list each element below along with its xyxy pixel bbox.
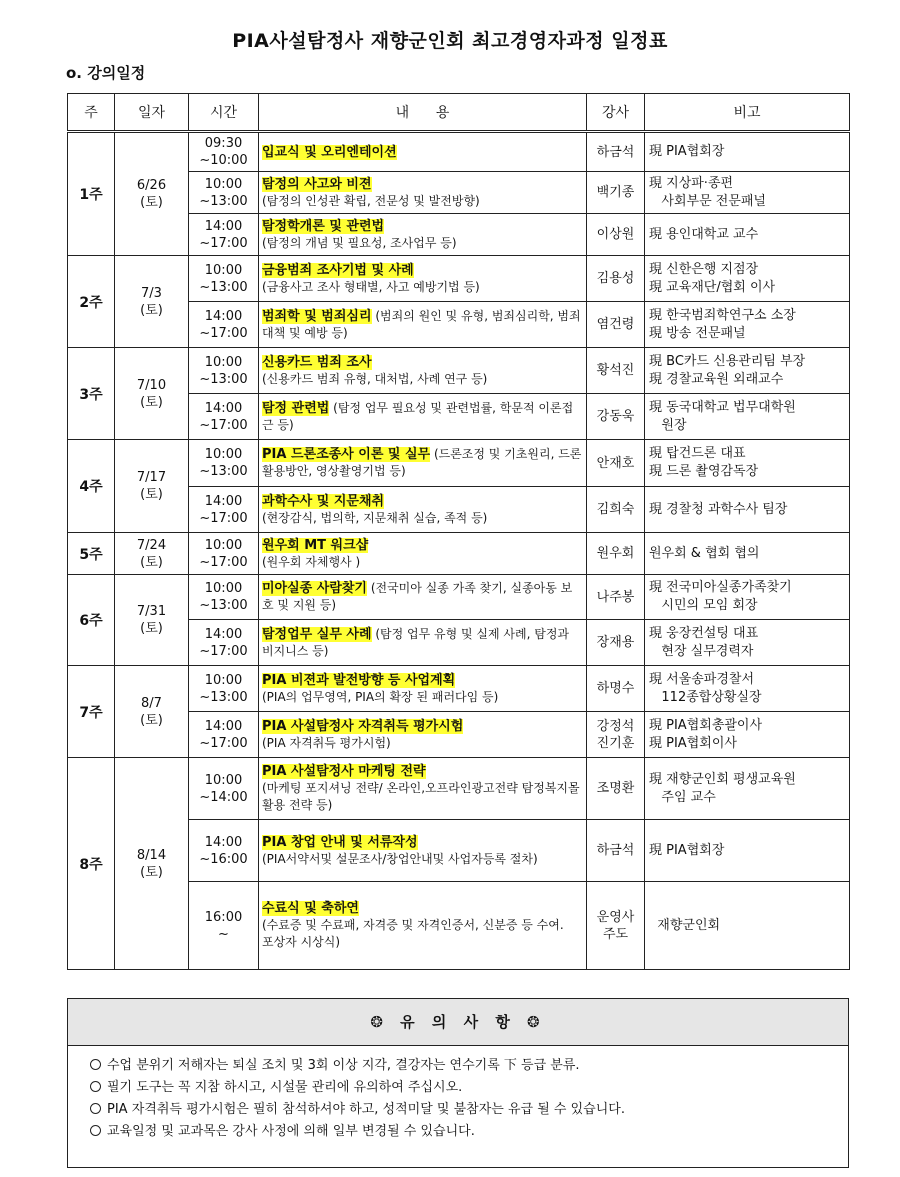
notice-text: 필기 도구는 꼭 지참 하시고, 시설물 관리에 유의하여 주십시오. bbox=[107, 1080, 463, 1095]
date-cell bbox=[115, 666, 189, 758]
notice-item bbox=[90, 1121, 848, 1143]
lecturer-line: 진기훈 bbox=[596, 735, 635, 751]
header-date: 일자 bbox=[115, 94, 189, 132]
course-title: 미아실종 사람찾기 bbox=[262, 581, 367, 596]
header-lecturer: 강사 bbox=[587, 94, 645, 132]
course-title: 수료식 및 축하연 bbox=[262, 901, 359, 916]
time-line: 14:00 bbox=[204, 493, 243, 509]
lecturer-cell bbox=[587, 132, 645, 172]
time-line: 10:00 bbox=[204, 581, 243, 596]
course-title: PIA 사설탐정사 마케팅 전략 bbox=[262, 764, 426, 779]
course-title: 탐정업무 실무 사례 bbox=[262, 626, 372, 642]
course-title: PIA 사설탐정사 자격취득 평가시험 bbox=[262, 718, 464, 734]
time-line: 14:00 bbox=[204, 400, 243, 416]
note-line: 원장 bbox=[649, 417, 687, 433]
schedule-table bbox=[67, 93, 850, 970]
date-line: 7/31 bbox=[136, 604, 167, 619]
note-line: 現 서울송파경찰서 bbox=[649, 671, 755, 687]
lecturer-cell bbox=[587, 820, 645, 882]
time-line: ~17:00 bbox=[199, 735, 248, 751]
date-cell bbox=[115, 575, 189, 666]
lecturer-line: 하금석 bbox=[596, 144, 635, 160]
time-line: ~17:00 bbox=[199, 235, 248, 251]
table-row bbox=[68, 666, 850, 712]
note-cell bbox=[645, 820, 850, 882]
time-line: ~13:00 bbox=[199, 689, 248, 705]
date-line: 7/3 bbox=[141, 285, 162, 301]
course-title: 범죄학 및 범죄심리 bbox=[262, 308, 372, 324]
week-cell: 2주 bbox=[68, 256, 115, 348]
time-cell bbox=[189, 712, 259, 758]
course-desc: (PIA서약서및 설문조사/창업안내및 사업자등록 절차) bbox=[262, 851, 538, 866]
course-title: 탐정의 사고와 비젼 bbox=[262, 176, 372, 192]
notice-item bbox=[90, 1099, 848, 1121]
course-desc: (탐정 업무 유형 및 실제 사례, 탐정과 비지니스 등) bbox=[262, 626, 570, 658]
time-cell bbox=[189, 302, 259, 348]
time-cell bbox=[189, 348, 259, 394]
circle-bullet-icon bbox=[90, 1103, 101, 1114]
note-line: 現 BC카드 신용관리팀 부장 bbox=[649, 353, 806, 369]
lecturer-cell bbox=[587, 533, 645, 575]
course-title: 원우회 MT 워크샵 bbox=[262, 537, 369, 553]
table-row bbox=[68, 533, 850, 575]
time-line: ~13:00 bbox=[199, 193, 248, 209]
lecturer-line: 장재용 bbox=[596, 635, 635, 650]
course-desc: (탐정의 개념 및 필요성, 조사업무 등) bbox=[262, 235, 457, 250]
date-line: (토) bbox=[140, 554, 163, 570]
course-desc: (탐정의 인성관 확립, 전문성 및 발전방향) bbox=[262, 193, 480, 208]
note-cell bbox=[645, 620, 850, 666]
time-cell bbox=[189, 394, 259, 440]
table-row bbox=[68, 348, 850, 394]
note-cell bbox=[645, 132, 850, 172]
course-desc: (PIA 자격취득 평가시험) bbox=[262, 735, 391, 750]
notice-list bbox=[68, 1046, 848, 1143]
date-line: (토) bbox=[140, 864, 163, 880]
week-cell: 7주 bbox=[68, 666, 115, 758]
note-line: 시민의 모임 회장 bbox=[649, 598, 758, 613]
date-cell bbox=[115, 440, 189, 533]
note-cell bbox=[645, 348, 850, 394]
course-title: 입교식 및 오리엔테이션 bbox=[262, 144, 397, 160]
content-cell bbox=[259, 666, 587, 712]
course-desc-extra: 포상자 시상식) bbox=[262, 935, 341, 949]
circle-bullet-icon bbox=[90, 1081, 101, 1092]
content-cell bbox=[259, 132, 587, 172]
note-cell bbox=[645, 256, 850, 302]
lecturer-cell bbox=[587, 882, 645, 970]
notice-heading: ❂ 유 의 사 항 ❂ bbox=[68, 999, 848, 1046]
course-desc: (드론조정 및 기초원리, 드론활용방안, 영상촬영기법 등) bbox=[262, 447, 582, 478]
lecturer-cell bbox=[587, 620, 645, 666]
lecturer-line: 황석진 bbox=[596, 363, 635, 378]
note-line: 사회부문 전문패널 bbox=[649, 193, 766, 209]
date-cell bbox=[115, 256, 189, 348]
course-desc: (원우회 자체행사 ) bbox=[262, 554, 361, 569]
lecturer-line: 운영사 bbox=[596, 909, 635, 925]
note-line: 現 경찰청 과학수사 팀장 bbox=[649, 501, 788, 517]
lecturer-line: 강동욱 bbox=[596, 409, 635, 424]
note-line: 現 PIA협회이사 bbox=[649, 735, 737, 751]
time-cell bbox=[189, 487, 259, 533]
content-cell bbox=[259, 214, 587, 256]
time-line: ~17:00 bbox=[199, 325, 248, 341]
lecturer-cell bbox=[587, 758, 645, 820]
header-note: 비고 bbox=[645, 94, 850, 132]
week-cell: 5주 bbox=[68, 533, 115, 575]
time-line: 10:00 bbox=[204, 537, 243, 553]
date-cell bbox=[115, 132, 189, 256]
notice-text: 수업 분위기 저해자는 퇴실 조치 및 3회 이상 지각, 결강자는 연수기록 下 등급 분류. bbox=[107, 1058, 580, 1073]
course-desc: (전국미아 실종 가족 찾기, 실종아동 보호 및 지원 등) bbox=[262, 581, 573, 612]
course-desc: (PIA의 업무영역, PIA의 확장 된 패러다임 등) bbox=[262, 689, 499, 704]
time-line: 10:00 bbox=[204, 447, 243, 462]
note-line: 주임 교수 bbox=[649, 789, 716, 805]
course-title: PIA 창업 안내 및 서류작성 bbox=[262, 834, 418, 850]
course-desc: (현장감식, 법의학, 지문채취 실습, 족적 등) bbox=[262, 510, 488, 525]
date-line: (토) bbox=[140, 621, 163, 636]
time-line: 10:00 bbox=[204, 262, 243, 278]
note-line: 現 PIA협회장 bbox=[649, 144, 725, 159]
date-line: (토) bbox=[140, 712, 163, 728]
notice-box bbox=[67, 998, 849, 1168]
lecturer-line: 주도 bbox=[602, 926, 629, 942]
content-cell bbox=[259, 172, 587, 214]
note-line: 現 지상파·종편 bbox=[649, 175, 734, 191]
note-cell bbox=[645, 712, 850, 758]
note-cell bbox=[645, 758, 850, 820]
time-line: 14:00 bbox=[204, 834, 243, 850]
time-line: 14:00 bbox=[204, 718, 243, 734]
note-line: 現 용인대학교 교수 bbox=[649, 226, 759, 242]
content-cell bbox=[259, 882, 587, 970]
time-cell bbox=[189, 575, 259, 620]
note-cell bbox=[645, 487, 850, 533]
table-row bbox=[68, 256, 850, 302]
time-cell bbox=[189, 666, 259, 712]
note-line: 現 동국대학교 법무대학원 bbox=[649, 399, 796, 415]
note-line: 現 웅장컨설팅 대표 bbox=[649, 625, 759, 641]
course-title: 신용카드 범죄 조사 bbox=[262, 354, 372, 370]
date-line: 8/14 bbox=[136, 847, 167, 863]
time-line: ~13:00 bbox=[199, 279, 248, 295]
course-desc: (금융사고 조사 형태별, 사고 예방기법 등) bbox=[262, 279, 480, 294]
lecturer-line: 나주봉 bbox=[596, 589, 635, 605]
table-row bbox=[68, 758, 850, 820]
lecturer-line: 김희숙 bbox=[596, 502, 635, 517]
date-line: 7/17 bbox=[136, 470, 167, 485]
table-row bbox=[68, 132, 850, 172]
note-cell bbox=[645, 214, 850, 256]
section-heading: o. 강의일정 bbox=[66, 64, 146, 82]
lecturer-line: 염건령 bbox=[596, 317, 635, 332]
lecturer-cell bbox=[587, 302, 645, 348]
time-line: 10:00 bbox=[204, 354, 243, 370]
time-line: ~14:00 bbox=[199, 789, 248, 805]
time-line: 14:00 bbox=[204, 308, 243, 324]
time-cell bbox=[189, 256, 259, 302]
time-line: 14:00 bbox=[204, 626, 243, 642]
date-line: (토) bbox=[140, 394, 163, 410]
date-line: (토) bbox=[140, 302, 163, 318]
note-cell bbox=[645, 440, 850, 487]
circle-bullet-icon bbox=[90, 1059, 101, 1070]
time-line: ~16:00 bbox=[199, 851, 248, 867]
document-title: PIA사설탐정사 재향군인회 최고경영자과정 일정표 bbox=[232, 30, 668, 52]
content-cell bbox=[259, 620, 587, 666]
content-cell bbox=[259, 440, 587, 487]
notice-text: PIA 자격취득 평가시험은 필히 참석하셔야 하고, 성적미달 및 불참자는 유급 될 수 있습니다. bbox=[107, 1102, 625, 1117]
lecturer-cell bbox=[587, 256, 645, 302]
time-line: 09:30 bbox=[204, 136, 243, 151]
note-line: 現 PIA협회총괄이사 bbox=[649, 717, 763, 733]
time-line: 10:00 bbox=[204, 176, 243, 192]
content-cell bbox=[259, 820, 587, 882]
course-desc: (신용카드 범죄 유형, 대처법, 사례 연구 등) bbox=[262, 371, 488, 386]
time-cell bbox=[189, 214, 259, 256]
table-header-row bbox=[68, 94, 850, 132]
date-line: (토) bbox=[140, 487, 163, 502]
time-cell bbox=[189, 440, 259, 487]
note-cell bbox=[645, 172, 850, 214]
time-cell bbox=[189, 132, 259, 172]
course-desc: (수료증 및 수료패, 자격증 및 자격인증서, 신분증 등 수여. bbox=[262, 918, 564, 932]
course-title: 탐정학개론 및 관련법 bbox=[262, 218, 385, 234]
course-desc: (범죄의 원인 및 유형, 범죄심리학, 범죄대책 및 예방 등) bbox=[262, 308, 581, 340]
week-cell: 3주 bbox=[68, 348, 115, 440]
course-title: 과학수사 및 지문채취 bbox=[262, 493, 385, 509]
note-cell bbox=[645, 882, 850, 970]
lecturer-cell bbox=[587, 394, 645, 440]
date-cell bbox=[115, 533, 189, 575]
lecturer-cell bbox=[587, 348, 645, 394]
time-line: ~17:00 bbox=[199, 554, 248, 570]
content-cell bbox=[259, 758, 587, 820]
notice-item bbox=[90, 1077, 848, 1099]
time-line: 14:00 bbox=[204, 218, 243, 234]
content-cell bbox=[259, 712, 587, 758]
time-line: ~ bbox=[218, 926, 229, 942]
note-line: 現 신한은행 지점장 bbox=[649, 261, 759, 277]
time-line: 10:00 bbox=[204, 772, 243, 788]
content-cell bbox=[259, 487, 587, 533]
course-title: 금융범죄 조사기법 및 사례 bbox=[262, 262, 414, 278]
date-cell bbox=[115, 348, 189, 440]
note-line: 現 재향군인회 평생교육원 bbox=[649, 771, 796, 787]
notice-item bbox=[90, 1055, 848, 1077]
note-line: 現 PIA협회장 bbox=[649, 842, 725, 858]
date-line: 7/24 bbox=[136, 537, 167, 553]
lecturer-cell bbox=[587, 440, 645, 487]
note-line: 재향군인회 bbox=[649, 917, 721, 933]
note-line: 現 탑건드론 대표 bbox=[649, 446, 746, 461]
note-line: 現 전국미아실종가족찾기 bbox=[649, 580, 792, 595]
date-line: 6/26 bbox=[136, 178, 167, 193]
table-row bbox=[68, 575, 850, 620]
course-desc: (탐정 업무 필요성 및 관련법률, 학문적 이론접근 등) bbox=[262, 400, 574, 432]
table-row bbox=[68, 440, 850, 487]
time-cell bbox=[189, 882, 259, 970]
time-cell bbox=[189, 172, 259, 214]
lecturer-line: 원우회 bbox=[596, 546, 635, 561]
note-line: 現 드론 촬영감독장 bbox=[649, 464, 759, 479]
note-line: 現 한국범죄학연구소 소장 bbox=[649, 307, 796, 323]
header-time: 시간 bbox=[189, 94, 259, 132]
course-title: PIA 드론조종사 이론 및 실무 bbox=[262, 447, 431, 462]
header-week: 주 bbox=[68, 94, 115, 132]
content-cell bbox=[259, 575, 587, 620]
note-cell bbox=[645, 302, 850, 348]
note-line: 現 교육재단/협회 이사 bbox=[649, 279, 776, 295]
note-line: 현장 실무경력자 bbox=[649, 643, 754, 659]
content-cell bbox=[259, 302, 587, 348]
note-cell bbox=[645, 575, 850, 620]
lecturer-line: 강정석 bbox=[596, 718, 635, 734]
course-desc: (마케팅 포지셔닝 전략/ 온라인,오프라인광고전략 탐정복지몰 활용 전략 등) bbox=[262, 781, 580, 812]
content-cell bbox=[259, 348, 587, 394]
lecturer-line: 백기종 bbox=[596, 185, 635, 200]
circle-bullet-icon bbox=[90, 1125, 101, 1136]
lecturer-line: 이상원 bbox=[596, 227, 635, 242]
week-cell: 4주 bbox=[68, 440, 115, 533]
time-cell bbox=[189, 620, 259, 666]
week-cell: 6주 bbox=[68, 575, 115, 666]
time-line: ~10:00 bbox=[199, 153, 248, 168]
schedule-body bbox=[68, 132, 850, 970]
lecturer-line: 하명수 bbox=[596, 681, 635, 696]
time-line: ~17:00 bbox=[199, 417, 248, 433]
week-cell: 1주 bbox=[68, 132, 115, 256]
lecturer-line: 안재호 bbox=[596, 455, 635, 471]
lecturer-cell bbox=[587, 575, 645, 620]
date-cell bbox=[115, 758, 189, 970]
time-line: 10:00 bbox=[204, 672, 243, 688]
lecturer-cell bbox=[587, 712, 645, 758]
note-line: 現 방송 전문패널 bbox=[649, 325, 746, 341]
time-line: 16:00 bbox=[204, 909, 243, 925]
time-line: ~13:00 bbox=[199, 464, 248, 479]
time-cell bbox=[189, 820, 259, 882]
date-line: 8/7 bbox=[141, 695, 162, 711]
time-line: ~17:00 bbox=[199, 510, 248, 526]
date-line: (토) bbox=[140, 195, 163, 210]
lecturer-line: 조명환 bbox=[596, 781, 635, 796]
time-line: ~13:00 bbox=[199, 371, 248, 387]
lecturer-line: 김용성 bbox=[596, 271, 635, 286]
content-cell bbox=[259, 256, 587, 302]
lecturer-cell bbox=[587, 666, 645, 712]
time-line: ~17:00 bbox=[199, 643, 248, 659]
course-title: PIA 비젼과 발전방향 등 사업계획 bbox=[262, 672, 456, 688]
lecturer-cell bbox=[587, 487, 645, 533]
time-cell bbox=[189, 758, 259, 820]
header-content: 내 용 bbox=[259, 94, 587, 132]
content-cell bbox=[259, 533, 587, 575]
note-line: 現 경찰교육원 외래교수 bbox=[649, 371, 784, 387]
time-cell bbox=[189, 533, 259, 575]
date-line: 7/10 bbox=[136, 377, 167, 393]
lecturer-cell bbox=[587, 214, 645, 256]
content-cell bbox=[259, 394, 587, 440]
note-cell bbox=[645, 533, 850, 575]
note-line: 112종합상황실장 bbox=[649, 689, 762, 705]
note-cell bbox=[645, 666, 850, 712]
course-title: 탐정 관련법 bbox=[262, 400, 330, 416]
week-cell: 8주 bbox=[68, 758, 115, 970]
lecturer-line: 하금석 bbox=[596, 843, 635, 858]
note-cell bbox=[645, 394, 850, 440]
lecturer-cell bbox=[587, 172, 645, 214]
note-line: 원우회 & 협회 협의 bbox=[649, 545, 760, 561]
notice-text: 교육일정 및 교과목은 강사 사정에 의해 일부 변경될 수 있습니다. bbox=[107, 1124, 475, 1139]
time-line: ~13:00 bbox=[199, 598, 248, 613]
